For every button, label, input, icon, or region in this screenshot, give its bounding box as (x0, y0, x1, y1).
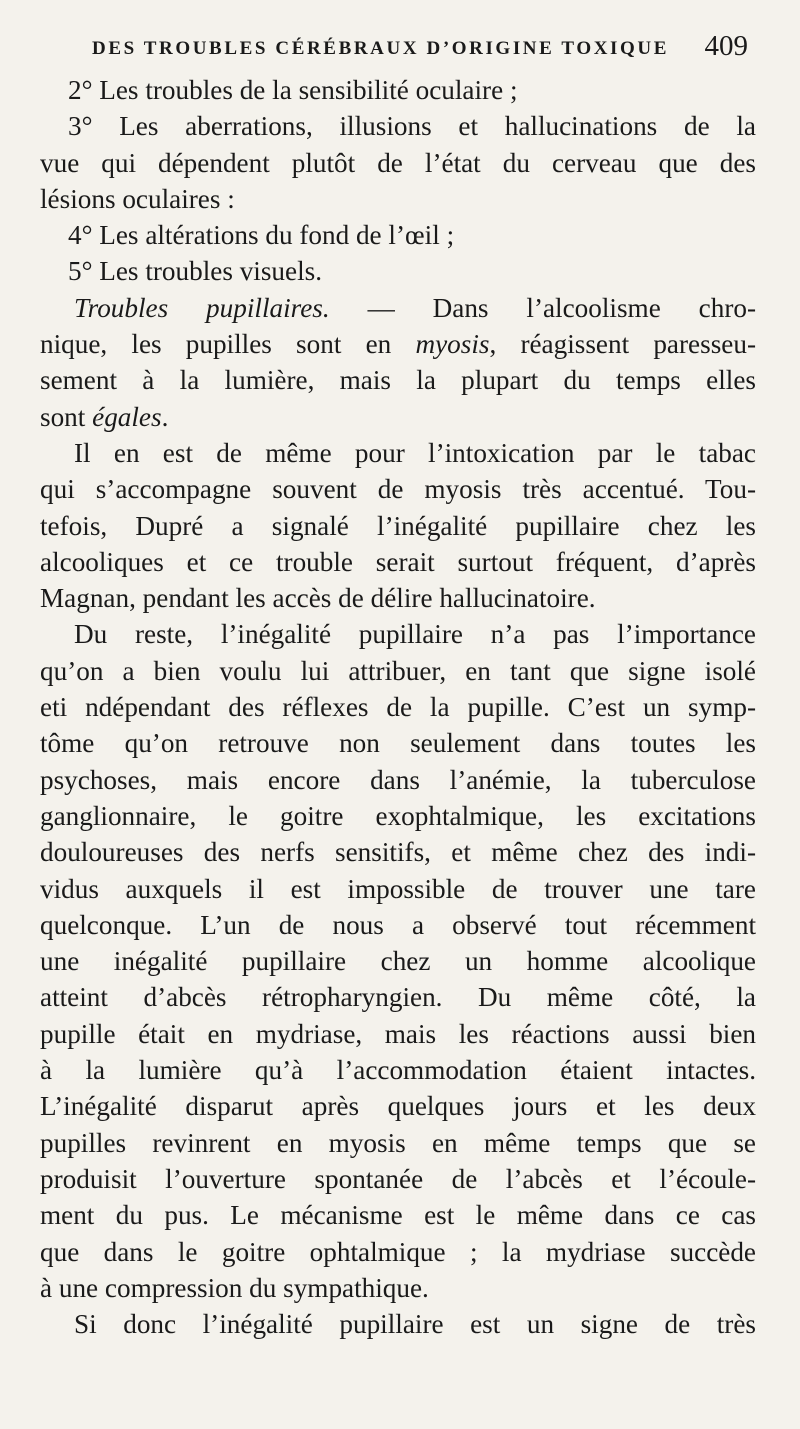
text-line: Si donc l’inégalité pupillaire est un signe de très (74, 1309, 756, 1340)
text-segment: sont (40, 401, 86, 432)
text-line: 5° Les troubles visuels. (68, 256, 323, 287)
page-number: 409 (704, 30, 748, 62)
text-segment: , réagissent paresseu- (489, 329, 756, 360)
text-line: que dans le goitre ophtalmique ; la mydriase succède (40, 1236, 756, 1267)
running-header (40, 28, 756, 72)
text-line: qu’on a bien voulu lui attribuer, en tant que signe isolé (40, 655, 756, 686)
text-line: qui s’accompagne souvent de myosis très accentué. Tou- (40, 474, 756, 505)
text-line: atteint d’abcès rétropharyngien. Du même côté, la (40, 982, 756, 1013)
text-line: Il en est de même pour l’intoxication par le tabac (74, 437, 756, 468)
italic-term-egales: égales (92, 401, 162, 432)
text-line: vidus auxquels il est impossible de trouver une tare (40, 873, 756, 904)
text-line: pupille était en mydriase, mais les réactions aussi bien (40, 1018, 756, 1049)
section-heading: Troubles pupillaires. (74, 292, 330, 323)
text-line: ganglionnaire, le goitre exophtalmique, les excitations (40, 800, 756, 831)
text-segment: — Dans l’alcoolisme chro- (367, 292, 756, 323)
text-line: alcooliques et ce trouble serait surtout fréquent, d’après (40, 546, 756, 577)
book-page (40, 28, 756, 1418)
text-line: 4° Les altérations du fond de l’œil ; (68, 220, 455, 251)
text-line (40, 399, 756, 435)
text-line: vue qui dépendent plutôt de l’état du cerveau que des (40, 147, 756, 178)
text-segment: nique, les pupilles sont en (40, 329, 392, 360)
text-line: tefois, Dupré a signalé l’inégalité pupillaire chez les (40, 510, 756, 541)
text-line: psychoses, mais encore dans l’anémie, la tuberculose (40, 764, 756, 795)
text-line: 2° Les troubles de la sensibilité oculaire ; (68, 75, 518, 105)
text-line: lésions oculaires : (40, 183, 235, 214)
text-line: douloureuses des nerfs sensitifs, et même chez des indi- (40, 837, 756, 868)
text-line: eti ndépendant des réflexes de la pupille. C’est un symp- (40, 692, 756, 723)
italic-term-myosis: myosis (415, 329, 490, 360)
text-line: Du reste, l’inégalité pupillaire n’a pas l’importance (74, 619, 756, 650)
text-line: quelconque. L’un de nous a observé tout récemment (40, 909, 756, 940)
body-text (40, 72, 756, 1342)
text-line: L’inégalité disparut après quelques jours et les deux (40, 1091, 756, 1122)
text-line: à une compression du sympathique. (40, 1272, 429, 1303)
text-line: Magnan, pendant les accès de délire hallucinatoire. (40, 583, 596, 614)
text-line: à la lumière qu’à l’accommodation étaient intactes. (40, 1055, 756, 1086)
running-title: DES TROUBLES CÉRÉBRAUX D’ORIGINE TOXIQUE (92, 38, 670, 59)
text-line: une inégalité pupillaire chez un homme alcoolique (40, 946, 756, 977)
text-line: tôme qu’on retrouve non seulement dans toutes les (40, 728, 756, 759)
text-segment: . (161, 401, 169, 432)
text-line (40, 290, 756, 326)
text-line (40, 326, 756, 362)
text-line: produisit l’ouverture spontanée de l’abcès et l’écoule- (40, 1163, 756, 1194)
text-line: 3° Les aberrations, illusions et hallucinations de la (68, 111, 756, 142)
text-line: pupilles revinrent en myosis en même temps que se (40, 1127, 756, 1158)
text-line: ment du pus. Le mécanisme est le même dans ce cas (40, 1200, 756, 1231)
text-line: sement à la lumière, mais la plupart du temps elles (40, 365, 756, 396)
